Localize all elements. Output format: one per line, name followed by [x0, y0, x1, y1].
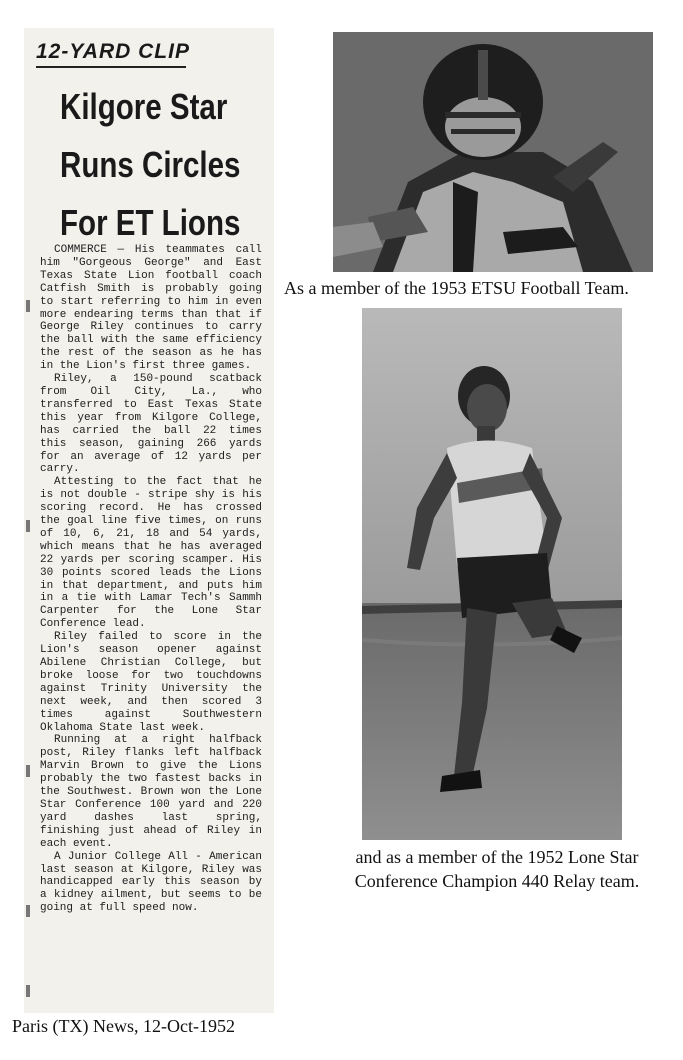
relay-runner-photo: [362, 308, 622, 840]
relay-photo-caption: and as a member of the 1952 Lone Star Conference Champion 440 Relay team.: [354, 847, 640, 891]
headline-line-3: For ET Lions: [60, 202, 241, 243]
clipping-headline: [60, 78, 241, 252]
headline-line-1: Kilgore Star: [60, 86, 228, 127]
article-paragraph: A Junior College All - American last season at Kilgore, Riley was handicapped early this season by a kidney ailment, but seems to be going at full speed now.: [40, 850, 262, 915]
article-paragraph: Riley, a 150-pound scatback from Oil City, La., who transferred to East Texas State this year from Kilgore College, has carried the ball 22 times this season, gaining 266 yards for an average of 12 yards per carry.: [40, 373, 262, 476]
kicker-rule: [36, 66, 186, 68]
headline-line-2: Runs Circles: [60, 144, 241, 185]
football-player-photo: [333, 32, 653, 272]
clipping-edge-mark: [26, 765, 30, 777]
clipping-edge-mark: [26, 905, 30, 917]
clipping-edge-mark: [26, 300, 30, 312]
article-paragraph: Riley failed to score in the Lion's season opener against Abilene Christian College, but broke loose for two touchdowns against Trinity University the next week, and then scored 3 times against Southwestern Oklahoma State last week.: [40, 631, 262, 734]
article-paragraph: Running at a right halfback post, Riley flanks left halfback Marvin Brown to give the Lions probably the two fastest backs in the Southwest. Brown won the Lone Star Conference 100 yard and 220 yard dashes last spring, finishing just ahead of Riley in each event.: [40, 734, 262, 850]
clipping-edge-mark: [26, 520, 30, 532]
clipping-edge-mark: [26, 985, 30, 997]
article-body: [40, 244, 262, 915]
football-player-image: [333, 32, 653, 272]
football-photo-caption: As a member of the 1953 ETSU Football Team.: [284, 278, 629, 298]
relay-runner-image: [362, 308, 622, 840]
clipping-source: Paris (TX) News, 12-Oct-1952: [12, 1016, 235, 1036]
article-paragraph: COMMERCE — His teammates call him "Gorgeous George" and East Texas State Lion football coach Catfish Smith is probably going to start referring to him in even more endearing terms than that if George Riley continues to carry the ball with the same efficiency the rest of the season as he has in the Lion's first three games.: [40, 244, 262, 373]
clipping-kicker: 12-YARD CLIP: [36, 40, 190, 63]
article-paragraph: Attesting to the fact that he is not double - stripe shy is his scoring record. He has crossed the goal line five times, on runs of 10, 6, 21, 18 and 54 yards, which means that he has averaged 22 yards per scoring scamper. His 30 points scored leads the Lions in that department, and puts him in a tie with Lamar Tech's Sammh Carpenter for the Lone Star Conference lead.: [40, 476, 262, 631]
